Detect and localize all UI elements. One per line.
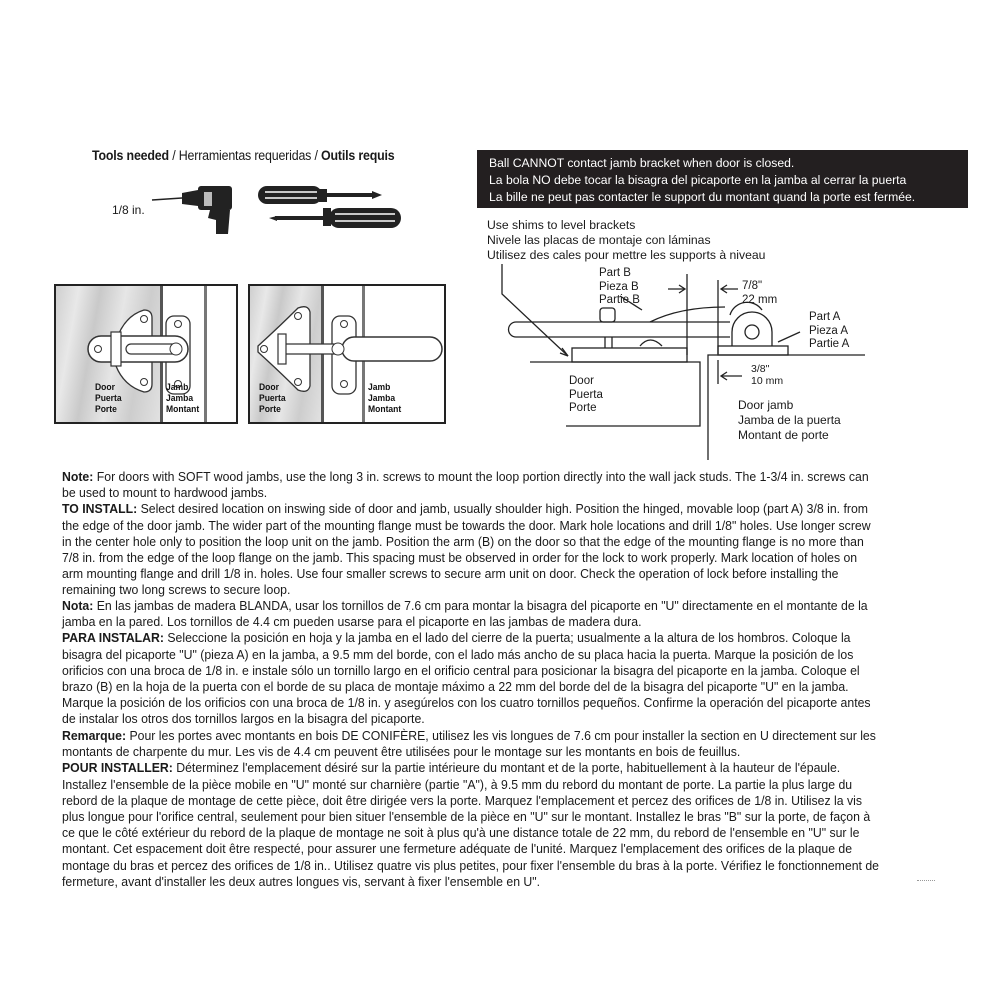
note-text: For doors with SOFT wood jambs, use the long 3 in. screws to mount the loop portion directly into the wall jack studs. The 1-3/4 in. screws can be used to mount to hardwood jambs. [62,469,869,501]
screwdrivers-icon [255,184,405,232]
shims-note [487,218,765,263]
title-separator: / [311,148,321,163]
part-b-en: Part B [599,267,631,279]
jamb-label-fr: Montant [368,404,402,415]
warning-line-fr: La bille ne peut pas contacter le support du montant quand la porte est fermée. [489,190,916,204]
part-b-fr: Partie B [599,294,640,306]
note-en [62,469,880,501]
arm-mounting-plate [572,348,687,362]
part-a-leader [778,332,800,342]
jamb-label [166,382,199,415]
install-label: PARA INSTALAR: [62,630,164,646]
jamb-label-es: Jamba [166,393,194,404]
gap-top-label [742,280,777,307]
gap-bottom-label [751,363,783,387]
door-label-fr: Porte [95,404,117,415]
jamb-label-en: Jamb [166,382,189,393]
door-label-es: Puerta [95,393,122,404]
note-text: Pour les portes avec montants en bois DE CONIFÈRE, utilisez les vis longues de 7.6 cm pour installer la section en U directement sur les montants de charpente du mur. Les vis de 4.4 cm peuvent être utilisées pour le montage sur les montants en bois de feuillus. [62,728,876,760]
door-label-en: Door [259,382,279,393]
arm-rod [509,322,731,337]
instructions-es [62,598,880,728]
drill-bit [152,198,182,200]
shim-leader-line [502,264,568,356]
door-label [259,382,286,415]
gap-bottom-mm: 10 mm [751,375,784,387]
flathead-screwdriver-icon [269,208,401,228]
phillips-screwdriver-icon [258,186,382,204]
diagram-jamb-label [738,398,841,443]
diagram-jamb-fr: Montant de porte [738,428,829,442]
install-text: Select desired location on inswing side of door and jamb, usually shoulder high. Position the hinged, movable loop (part A) 3/8 in. from the edge of the door jamb. The wider part of the mounting flange must be towards the door. Mark hole locations and drill 1/8" holes. Use longer screw in the center hole only to position the loop unit on the jamb. Position the arm (B) on the door so that the edge of the mounting flange is no more than 7/8 in. from the edge of the loop flange on the jamb. This spacing must be observed in order for the lock to work properly. Mark location of holes on arm mounting flange and drill 1/8 in. holes. Use four smaller screws to secure arm unit on door. Check the operation of lock before installing the remaining two long screws to secure loop. [62,501,871,598]
diagram-jamb-en: Door jamb [738,398,794,412]
drill-bit-size: 1/8 in. [112,203,145,217]
tools-title-es: Herramientas requeridas [178,148,312,163]
note-text: En las jambas de madera BLANDA, usar los tornillos de 7.6 cm para montar la bisagra del picaporte en "U" directamente en el montante de la jamba en la pared. Los tornillos de 4.4 cm pueden usarse para el picaporte en las jambas de madera dura. [62,598,868,630]
install-text: Seleccione la posición en hoja y la jamba en el lado del cierre de la puerta; usualmente a la altura de los hombros. Coloque la bisagra del picaporte "U" (pieza A) en la jamba, a 9.5 mm del borde, con el lado más ancho de su placa hacia la puerta. Marque la posición de los orificios con una broca de 1/8 in. e instale sólo un tornillo largo en el orificio central para posicionar la bisagra del picaporte en la jamba. Coloque el brazo (B) en la hoja de la puerta con el borde de su placa de montaje máximo a 22 mm del borde del de la bisagra del picaporte "U" en la jamba. Marque la posición de los orificios con una broca de 1/8 in. y asegúrelos con los cuatro tornillos pequeños. Confirme la operación del picaporte antes de instalar los otros dos tornillos largos en la bisagra del picaporte. [62,630,871,727]
installed-latch-closed-panel [54,284,238,424]
warning-box [477,150,968,208]
dim-arrow [721,285,738,293]
part-a-es: Pieza A [809,324,848,337]
jamb-label-es: Jamba [368,393,396,404]
ball-knob [600,308,615,322]
drill-body [198,186,232,210]
note-label: Nota: [62,598,94,613]
part-a-en: Part A [809,311,841,323]
loop-pin [745,325,759,339]
dim-arrow [668,285,685,293]
part-a-fr: Partie A [809,338,850,350]
diagram-door-label [569,375,603,416]
diagram-door-fr: Porte [569,402,597,414]
install-en [62,501,880,598]
jamb-label-en: Jamb [368,382,391,393]
shims-line-en: Use shims to level brackets [487,218,636,232]
install-text: Déterminez l'emplacement désiré sur la partie intérieure du montant et de la porte, habituellement à la hauteur de l'épaule. Installez l'ensemble de la pièce mobile en "U" monté sur charnière (partie "A"), à 9.5 mm du rebord du montant de porte. La partie la plus large du rebord de la plaque de montage de cette pièce, doit être dirigée vers la porte. Marquez l'emplacement et percez des orifices de 1/8 in. Utilisez la vis plus longue pour l'orifice central, seulement pour bien situer l'ensemble de la pièce en "U" sur le montant. Installez le bras "B" sur la porte, de façon à ce que le côté extérieur du rebord de la plaque de montage ne soit à plus qu'à une distance totale de 22 mm, du rebord de l'ensemble en "U" sur le montant. Cet espacement doit être respecté, pour assurer une fermeture adéquate de l'unité. Marquez l'emplacement des orifices de la plaque de montage du bras et percez des orifices de 1/8 in.. Utilisez quatre vis plus petites, pour fixer l'ensemble du bras à la porte. Vérifiez le fonctionnement de fermeture, avant d'installer les deux autres longues vis, servant à fixer l'ensemble en U". [62,760,880,889]
part-b-label [599,267,640,308]
part-a-label [809,311,849,352]
door-label-en: Door [95,382,115,393]
note-fr [62,728,880,760]
install-fr [62,760,880,890]
tools-title-en: Tools needed [92,148,169,163]
shims-line-fr: Utilisez des cales pour mettre les supports à niveau [487,248,766,262]
note-label: Remarque: [62,728,127,743]
print-mark [917,880,935,884]
gap-top-mm: 22 mm [742,293,778,306]
door-label [95,382,122,415]
installed-latch-open-panel [248,284,446,424]
loop-mounting-plate [718,346,788,355]
dim-arrow [721,372,742,380]
title-separator: / [168,148,179,163]
latch-closed-icon [56,286,238,424]
install-es [62,630,880,727]
jamb-label [368,382,401,415]
tools-title [92,148,395,163]
door-outline [530,362,700,426]
door-label-fr: Porte [259,404,281,415]
install-label: POUR INSTALLER: [62,760,173,776]
note-es [62,598,880,630]
warning-line-en: Ball CANNOT contact jamb bracket when door is closed. [489,156,795,170]
gap-top-inches: 7/8" [742,280,763,292]
install-label: TO INSTALL: [62,501,138,517]
diagram-jamb-es: Jamba de la puerta [738,413,841,427]
diagram-door-en: Door [569,375,594,387]
gap-bottom-inches: 3/8" [751,363,770,375]
instructions-en [62,469,880,599]
drill-icon [150,180,240,238]
drill-vent [204,192,212,206]
arm-hinge [640,340,662,346]
tools-title-fr: Outils requis [320,148,395,163]
diagram-door-es: Puerta [569,388,603,401]
shims-line-es: Nivele las placas de montaje con láminas [487,233,711,247]
loop-hinge [732,312,772,346]
note-label: Note: [62,469,94,484]
drill-chuck [182,190,198,206]
door-label-es: Puerta [259,393,286,404]
drill-handle [208,210,230,234]
warning-line-es: La bola NO debe tocar la bisagra del picaporte en la jamba al cerrar la puerta [489,173,907,187]
jamb-label-fr: Montant [166,404,200,415]
part-b-es: Pieza B [599,280,639,293]
instructions-fr [62,728,880,890]
